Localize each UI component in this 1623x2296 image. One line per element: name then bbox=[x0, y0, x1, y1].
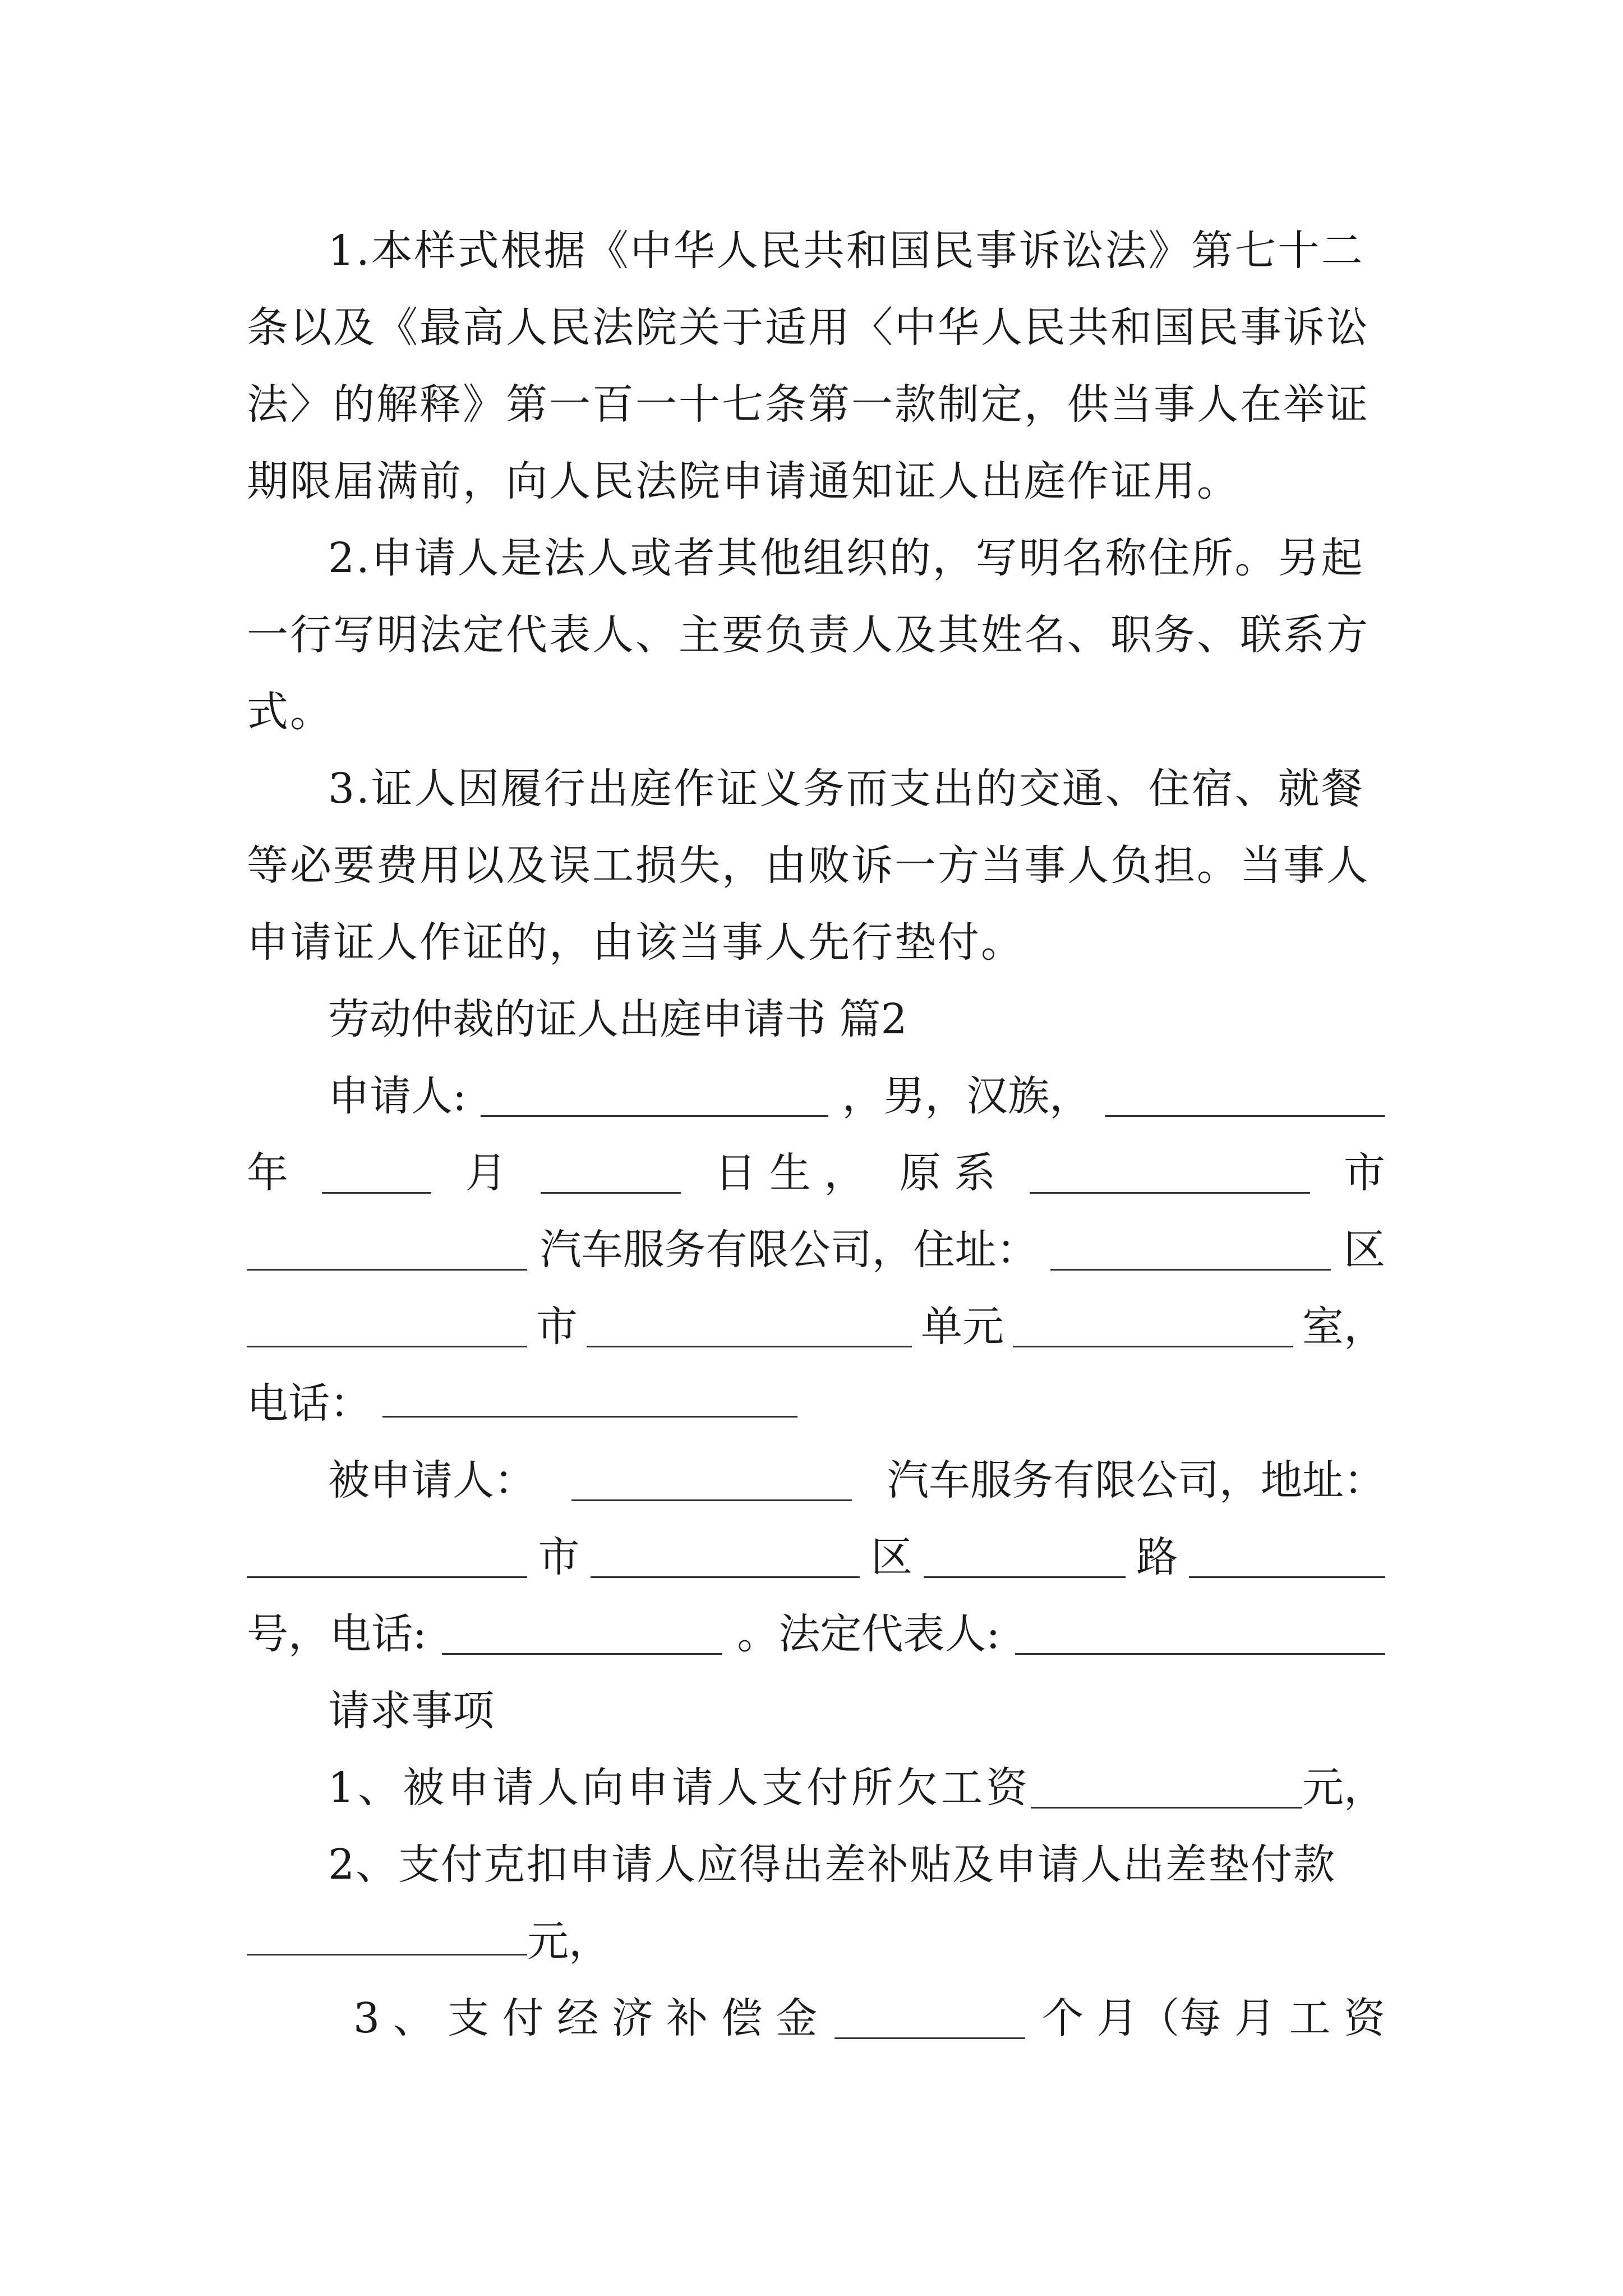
note-2-line-3: 式。 bbox=[247, 688, 333, 736]
respondent-district-blank[interactable] bbox=[591, 1576, 860, 1578]
city2-label: 市 bbox=[536, 1303, 578, 1351]
applicant-name-blank[interactable] bbox=[481, 1115, 828, 1117]
respondent-number-blank[interactable] bbox=[1189, 1576, 1385, 1578]
claim-2-line-1: 2、支付克扣申请人应得出差补贴及申请人出差垫付款 bbox=[328, 1841, 1336, 1889]
claim-3-rest: 个 月（每 月 工 资 bbox=[1041, 1994, 1385, 2042]
respondent-company-blank[interactable] bbox=[571, 1499, 852, 1501]
claim-2-amount-blank[interactable] bbox=[247, 1954, 527, 1955]
birth-month-blank[interactable] bbox=[322, 1192, 431, 1194]
note-1-line-4: 期限届满前，向人民法院申请通知证人出庭作证用。 bbox=[247, 457, 1240, 505]
section-title: 劳动仲裁的证人出庭申请书 篇2 bbox=[328, 995, 907, 1043]
year-label: 年 bbox=[247, 1149, 288, 1197]
respondent-number-phone: 号，电话: bbox=[247, 1610, 427, 1658]
note-3-line-3: 申请证人作证的，由该当事人先行垫付。 bbox=[247, 918, 1024, 967]
respondent-city-blank[interactable] bbox=[247, 1576, 527, 1578]
address-room-blank[interactable] bbox=[1013, 1346, 1293, 1347]
respondent-road-blank[interactable] bbox=[924, 1576, 1126, 1578]
legal-rep-blank[interactable] bbox=[1015, 1653, 1385, 1655]
claim-2-end: 元， bbox=[527, 1917, 610, 1966]
note-1-line-1: 1.本样式根据《中华人民共和国民事诉讼法》第七十二 bbox=[328, 227, 1364, 275]
respondent-phone-blank[interactable] bbox=[442, 1653, 722, 1655]
claim-3-months-blank[interactable] bbox=[834, 2037, 1025, 2039]
address-unit-blank[interactable] bbox=[587, 1346, 912, 1347]
claim-1-end: 元， bbox=[1302, 1764, 1385, 1812]
formerly-label: 原 系 bbox=[899, 1149, 996, 1197]
applicant-line-2 bbox=[247, 1149, 1385, 1197]
city-label: 市 bbox=[1343, 1149, 1385, 1197]
note-2-line-2: 一行写明法定代表人、主要负责人及其姓名、职务、联系方 bbox=[247, 611, 1370, 659]
respondent-district-label: 区 bbox=[870, 1533, 912, 1581]
district-label: 区 bbox=[1343, 1226, 1385, 1274]
company-address-label: 汽车服务有限公司，住址： bbox=[540, 1226, 1038, 1274]
unit-label: 单元 bbox=[921, 1303, 1004, 1351]
note-1-line-2: 条以及《最高人民法院关于适用〈中华人民共和国民事诉讼 bbox=[247, 303, 1370, 352]
applicant-phone-line bbox=[247, 1379, 797, 1428]
respondent-company-address: 汽车服务有限公司，地址： bbox=[887, 1456, 1385, 1504]
respondent-label: 被申请人： bbox=[328, 1456, 536, 1504]
applicant-line-1 bbox=[328, 1072, 1385, 1120]
address-city-blank[interactable] bbox=[247, 1346, 527, 1347]
birth-day-blank[interactable] bbox=[541, 1192, 681, 1194]
legal-rep-label: 。法定代表人: bbox=[737, 1610, 1000, 1658]
note-3-line-1: 3.证人因履行出庭作证义务而支出的交通、住宿、就餐 bbox=[328, 765, 1364, 813]
former-company-blank[interactable] bbox=[247, 1269, 527, 1271]
claims-title: 请求事项 bbox=[328, 1687, 494, 1735]
note-1-line-3: 法〉的解释》第一百一十七条第一款制定，供当事人在举证 bbox=[247, 380, 1370, 429]
claim-1-amount-blank[interactable] bbox=[1031, 1807, 1302, 1809]
address-district-blank[interactable] bbox=[1050, 1269, 1331, 1271]
month-label: 月 bbox=[465, 1149, 507, 1197]
claim-2-line-2 bbox=[247, 1917, 610, 1966]
applicant-label: 申请人: bbox=[328, 1072, 467, 1120]
applicant-phone-blank[interactable] bbox=[382, 1416, 797, 1418]
claim-3-text: 3 、 支 付 经 济 补 偿 金 bbox=[353, 1994, 818, 2042]
day-born-label: 日 生 ， bbox=[714, 1149, 866, 1197]
applicant-gender-ethnic: ，男，汉族， bbox=[842, 1072, 1091, 1120]
respondent-line-1 bbox=[328, 1456, 1385, 1504]
applicant-line-3 bbox=[247, 1226, 1385, 1274]
note-3-line-2: 等必要费用以及误工损失，由败诉一方当事人负担。当事人 bbox=[247, 841, 1370, 890]
room-label: 室， bbox=[1302, 1303, 1385, 1351]
claim-3-line bbox=[353, 1994, 1385, 2042]
respondent-city-label: 市 bbox=[538, 1533, 580, 1581]
note-2-line-1: 2.申请人是法人或者其他组织的，写明名称住所。另起 bbox=[328, 534, 1364, 582]
respondent-road-label: 路 bbox=[1136, 1533, 1178, 1581]
former-city-blank[interactable] bbox=[1030, 1192, 1310, 1194]
phone-label: 电话： bbox=[247, 1379, 371, 1428]
claim-1-line bbox=[328, 1764, 1385, 1812]
birth-year-blank[interactable] bbox=[1105, 1115, 1385, 1117]
applicant-line-4 bbox=[247, 1303, 1385, 1351]
claim-1-text: 1、被申请人向申请人支付所欠工资 bbox=[328, 1764, 1031, 1812]
respondent-line-3 bbox=[247, 1610, 1385, 1658]
respondent-line-2 bbox=[247, 1533, 1385, 1581]
